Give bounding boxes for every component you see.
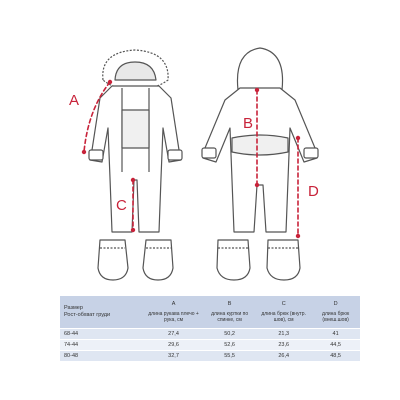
table-header-row	[60, 296, 360, 329]
right-cuff	[168, 150, 182, 160]
back-left-bootie	[217, 240, 250, 280]
table-row: 68-44 27,4 50,2 21,3 41	[60, 329, 360, 340]
table-row: 80-48 32,7 55,5 26,4 48,5	[60, 351, 360, 362]
label-b: B	[243, 115, 254, 132]
height-chest-label: Рост-обхват груди	[64, 312, 111, 318]
chest-panel	[122, 110, 149, 148]
header-col-a: A длина рукава плечо + рука, см	[148, 301, 199, 323]
size-table	[60, 296, 360, 361]
back-right-cuff	[304, 148, 318, 158]
header-col-b: B длина куртки по спинке, см	[211, 301, 249, 323]
table-row: 74-44 29,6 52,6 23,6 44,5	[60, 340, 360, 351]
size-label: Размер	[64, 305, 83, 311]
label-a: A	[69, 92, 80, 109]
waist-panel	[232, 135, 288, 155]
header-col-c: C длина брюк (внутр. шов), см	[261, 301, 306, 323]
back-left-cuff	[202, 148, 216, 158]
back-body	[203, 88, 317, 232]
header-size-cell	[60, 296, 144, 329]
back-hood	[237, 48, 282, 90]
front-body	[90, 86, 181, 232]
header-col-d: D длина брюк (внеш.шов)	[322, 301, 350, 323]
label-c: C	[116, 197, 127, 214]
back-right-bootie	[267, 240, 300, 280]
right-bootie	[143, 240, 173, 280]
left-bootie	[98, 240, 128, 280]
label-d: D	[308, 183, 319, 200]
left-cuff	[89, 150, 103, 160]
front-view	[89, 50, 182, 280]
back-view	[202, 48, 318, 280]
